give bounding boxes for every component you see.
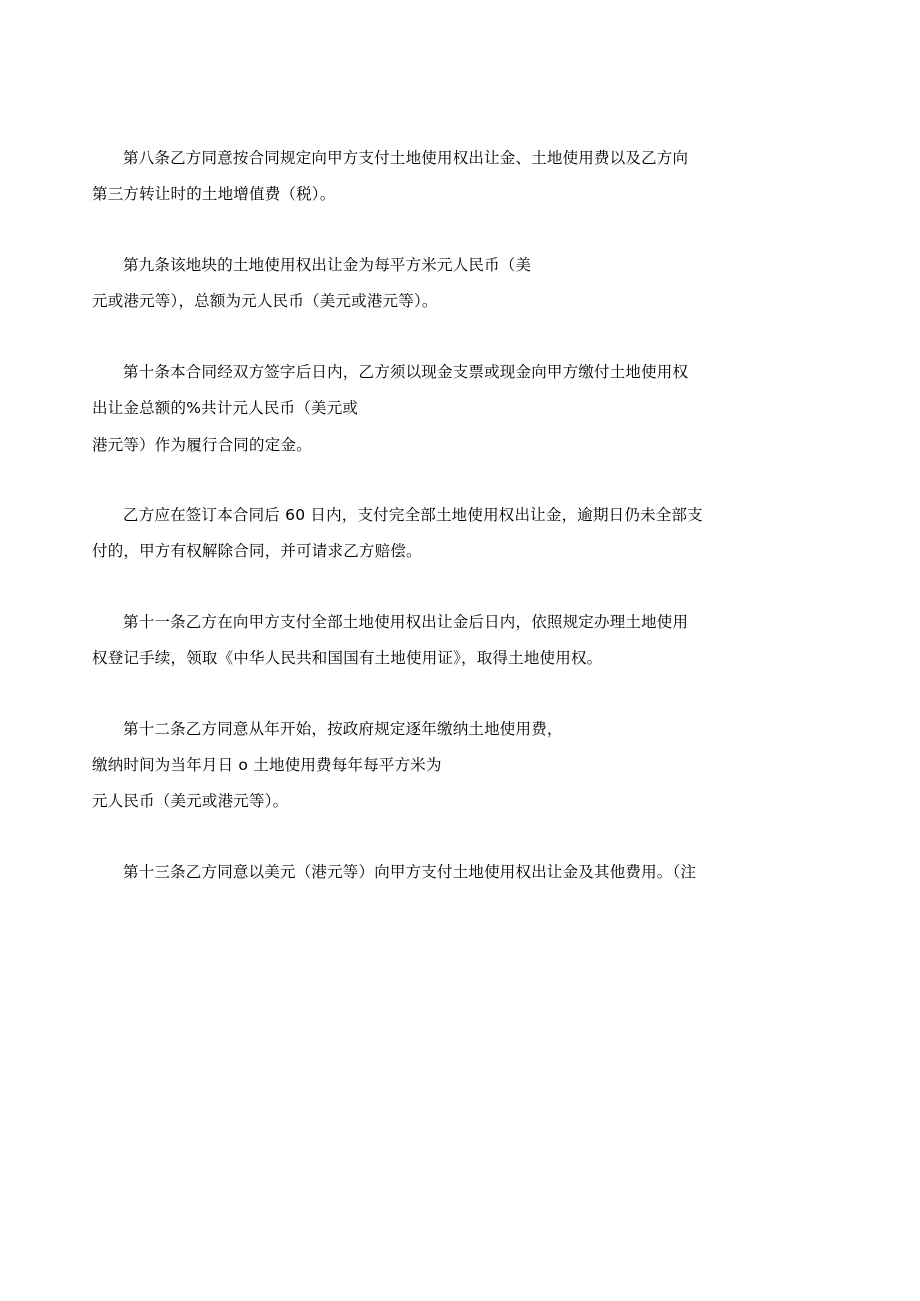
paragraph-article-10 (92, 354, 828, 463)
paragraph-line: 元人民币（美元或港元等）。 (92, 792, 289, 811)
paragraph-line: 付的，甲方有权解除合同，并可请求乙方赔偿。 (92, 542, 422, 561)
paragraph-line: 缴纳时间为当年月日 o 土地使用费每年每平方米为 (92, 756, 442, 775)
paragraph-line: 第十条本合同经双方签字后日内，乙方须以现金支票或现金向甲方缴付土地使用权 (123, 362, 689, 381)
paragraph-article-13 (92, 854, 828, 890)
paragraph-line: 港元等）作为履行合同的定金。 (92, 435, 312, 454)
paragraph-line: 第三方转让时的土地增值费（税）。 (92, 185, 336, 204)
document-body (92, 140, 828, 890)
paragraph-line: 第九条该地块的土地使用权出让金为每平方米元人民币（美 (123, 255, 532, 274)
paragraph-line: 第八条乙方同意按合同规定向甲方支付土地使用权出让金、土地使用费以及乙方向 (123, 149, 689, 167)
paragraph-article-8 (92, 140, 828, 213)
paragraph-line: 元或港元等），总额为元人民币（美元或港元等）。 (92, 292, 438, 311)
paragraph-article-9 (92, 247, 828, 320)
paragraph-article-12 (92, 711, 828, 820)
paragraph-article-10-sub (92, 497, 828, 570)
paragraph-line: 第十二条乙方同意从年开始，按政府规定逐年缴纳土地使用费， (123, 719, 563, 738)
paragraph-line: 乙方应在签订本合同后 60 日内，支付完全部土地使用权出让金，逾期日仍未全部支 (123, 505, 703, 524)
paragraph-line: 第十三条乙方同意以美元（港元等）向甲方支付土地使用权出让金及其他费用。（注 (123, 862, 697, 881)
paragraph-article-11 (92, 604, 828, 677)
paragraph-line: 第十一条乙方在向甲方支付全部土地使用权出让金后日内，依照规定办理土地使用 (123, 612, 689, 631)
paragraph-line: 权登记手续，领取《中华人民共和国国有土地使用证》，取得土地使用权。 (92, 649, 603, 668)
paragraph-line: 出让金总额的%共计元人民币（美元或 (92, 399, 359, 418)
